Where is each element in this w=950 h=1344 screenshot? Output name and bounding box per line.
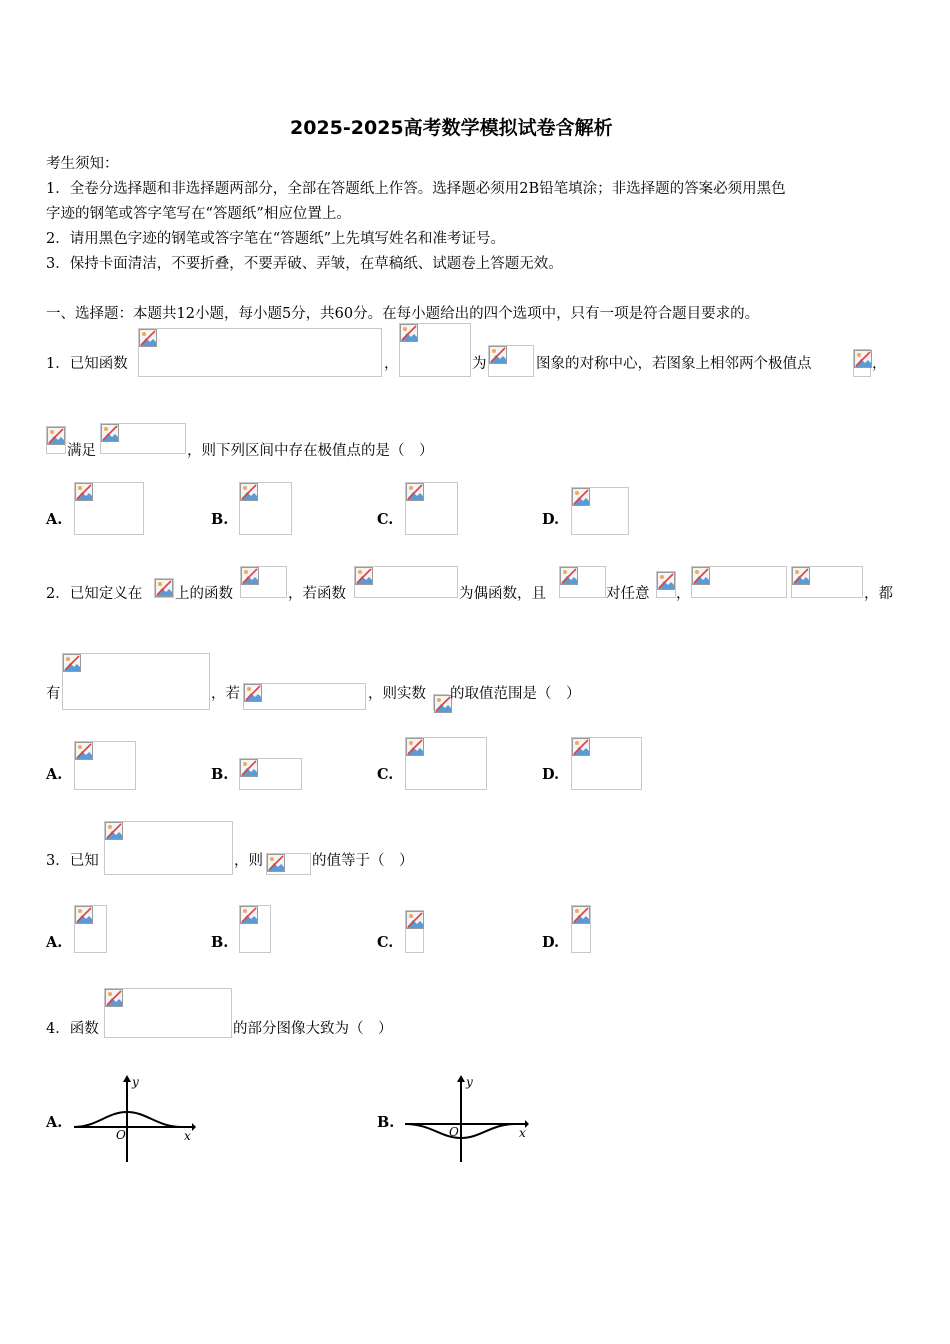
option-label: B.	[211, 511, 229, 528]
broken-image-icon	[406, 483, 424, 501]
broken-image-icon	[244, 684, 262, 702]
option-label: D.	[542, 766, 560, 783]
formula-image	[62, 653, 210, 710]
q2-text: 的取值范围是（ ）	[450, 686, 581, 702]
option-label: B.	[377, 1114, 395, 1131]
q2-text: 2．已知定义在	[46, 586, 143, 602]
option-label: A.	[46, 511, 63, 528]
broken-image-icon	[240, 906, 258, 924]
q2-text: 对任意	[606, 586, 650, 602]
formula-image	[240, 566, 287, 598]
formula-image	[559, 566, 606, 598]
notice-item-1: 1．全卷分选择题和非选择题两部分，全部在答题纸上作答。选择题必须用2B铅笔填涂；非选择题的答案必须用黑色	[46, 181, 786, 197]
broken-image-icon	[240, 483, 258, 501]
q1-text: ，则下列区间中存在极值点的是（ ）	[187, 443, 434, 459]
origin-label: O	[116, 1128, 126, 1142]
formula-image	[104, 988, 232, 1038]
origin-label: O	[449, 1125, 459, 1139]
formula-image	[46, 426, 66, 454]
broken-image-icon	[572, 906, 590, 924]
formula-image	[433, 694, 449, 710]
q2-text: 上的函数	[175, 586, 233, 602]
q2-text: 有	[46, 686, 61, 702]
q1-text: ，	[384, 356, 399, 372]
q1-text: ，	[872, 356, 887, 372]
option-label: A.	[46, 934, 63, 951]
answer-option-image[interactable]	[239, 905, 271, 953]
broken-image-icon	[572, 488, 590, 506]
broken-image-icon	[355, 567, 373, 585]
broken-image-icon	[572, 738, 590, 756]
broken-image-icon	[75, 742, 93, 760]
answer-option-image[interactable]	[74, 482, 144, 535]
y-axis-label: y	[132, 1075, 139, 1089]
answer-option-image[interactable]	[74, 905, 107, 953]
option-label: B.	[211, 934, 229, 951]
option-label: A.	[46, 766, 63, 783]
broken-image-icon	[63, 654, 81, 672]
formula-image	[399, 323, 471, 377]
broken-image-icon	[75, 906, 93, 924]
option-label: C.	[377, 934, 394, 951]
broken-image-icon	[240, 759, 258, 777]
formula-image	[488, 345, 534, 377]
broken-image-icon	[101, 424, 119, 442]
formula-image	[656, 571, 676, 598]
graph-option-b[interactable]	[403, 1072, 531, 1167]
notice-heading: 考生须知：	[46, 156, 119, 172]
formula-image	[853, 349, 871, 377]
y-axis-label: y	[466, 1075, 473, 1089]
answer-option-image[interactable]	[239, 482, 292, 535]
option-label: D.	[542, 934, 560, 951]
q1-text: 为	[472, 356, 487, 372]
option-label: A.	[46, 1114, 63, 1131]
q1-text: 1．已知函数	[46, 356, 128, 372]
formula-image	[354, 566, 458, 598]
broken-image-icon	[267, 854, 285, 872]
x-axis-label: x	[184, 1129, 191, 1143]
option-label: C.	[377, 766, 394, 783]
broken-image-icon	[406, 911, 424, 929]
q4-text: 的部分图像大致为（ ）	[233, 1021, 393, 1037]
option-label: C.	[377, 511, 394, 528]
q2-text: 为偶函数，且	[459, 586, 546, 602]
formula-image	[266, 853, 311, 875]
notice-item-1-cont: 字迹的钢笔或答字笔写在“答题纸”相应位置上。	[46, 206, 351, 222]
notice-item-2: 2．请用黑色字迹的钢笔或答字笔在“答题纸”上先填写姓名和准考证号。	[46, 231, 506, 247]
q2-text: ，若	[211, 686, 240, 702]
formula-image	[791, 566, 863, 598]
broken-image-icon	[47, 427, 65, 445]
broken-image-icon	[692, 567, 710, 585]
q2-text: ，则实数	[368, 686, 426, 702]
page-title: 2025-2025高考数学模拟试卷含解析	[290, 117, 613, 139]
formula-image	[243, 683, 366, 710]
q2-text: ，	[676, 586, 691, 602]
q3-text: 的值等于（ ）	[312, 853, 414, 869]
q1-text: 满足	[67, 443, 96, 459]
q2-text: ，若函数	[288, 586, 346, 602]
answer-option-image[interactable]	[571, 737, 642, 790]
broken-image-icon	[560, 567, 578, 585]
formula-image	[104, 821, 233, 875]
formula-image	[100, 423, 186, 454]
q2-text: ，都	[864, 586, 893, 602]
answer-option-image[interactable]	[571, 905, 591, 953]
broken-image-icon	[105, 989, 123, 1007]
answer-option-image[interactable]	[405, 482, 458, 535]
option-label: B.	[211, 766, 229, 783]
x-axis-label: x	[519, 1126, 526, 1140]
answer-option-image[interactable]	[239, 758, 302, 790]
broken-image-icon	[657, 572, 675, 590]
notice-item-3: 3．保持卡面清洁，不要折叠，不要弄破、弄皱，在草稿纸、试题卷上答题无效。	[46, 256, 563, 272]
broken-image-icon	[105, 822, 123, 840]
answer-option-image[interactable]	[405, 910, 424, 953]
broken-image-icon	[155, 579, 173, 597]
q3-text: 3．已知	[46, 853, 99, 869]
broken-image-icon	[854, 350, 872, 368]
broken-image-icon	[400, 324, 418, 342]
formula-image	[138, 328, 382, 377]
answer-option-image[interactable]	[571, 487, 629, 535]
q4-text: 4．函数	[46, 1021, 99, 1037]
broken-image-icon	[139, 329, 157, 347]
broken-image-icon	[792, 567, 810, 585]
answer-option-image[interactable]	[405, 737, 487, 790]
broken-image-icon	[75, 483, 93, 501]
formula-image	[691, 566, 787, 598]
broken-image-icon	[241, 567, 259, 585]
section-heading: 一、选择题：本题共12小题，每小题5分，共60分。在每小题给出的四个选项中，只有一项是符合题目要求的。	[46, 306, 760, 322]
q1-text: 图象的对称中心，若图象上相邻两个极值点	[536, 356, 812, 372]
q3-text: ，则	[234, 853, 263, 869]
option-label: D.	[542, 511, 560, 528]
formula-image	[154, 578, 174, 598]
broken-image-icon	[489, 346, 507, 364]
answer-option-image[interactable]	[74, 741, 136, 790]
graph-option-a[interactable]	[72, 1072, 197, 1167]
broken-image-icon	[406, 738, 424, 756]
